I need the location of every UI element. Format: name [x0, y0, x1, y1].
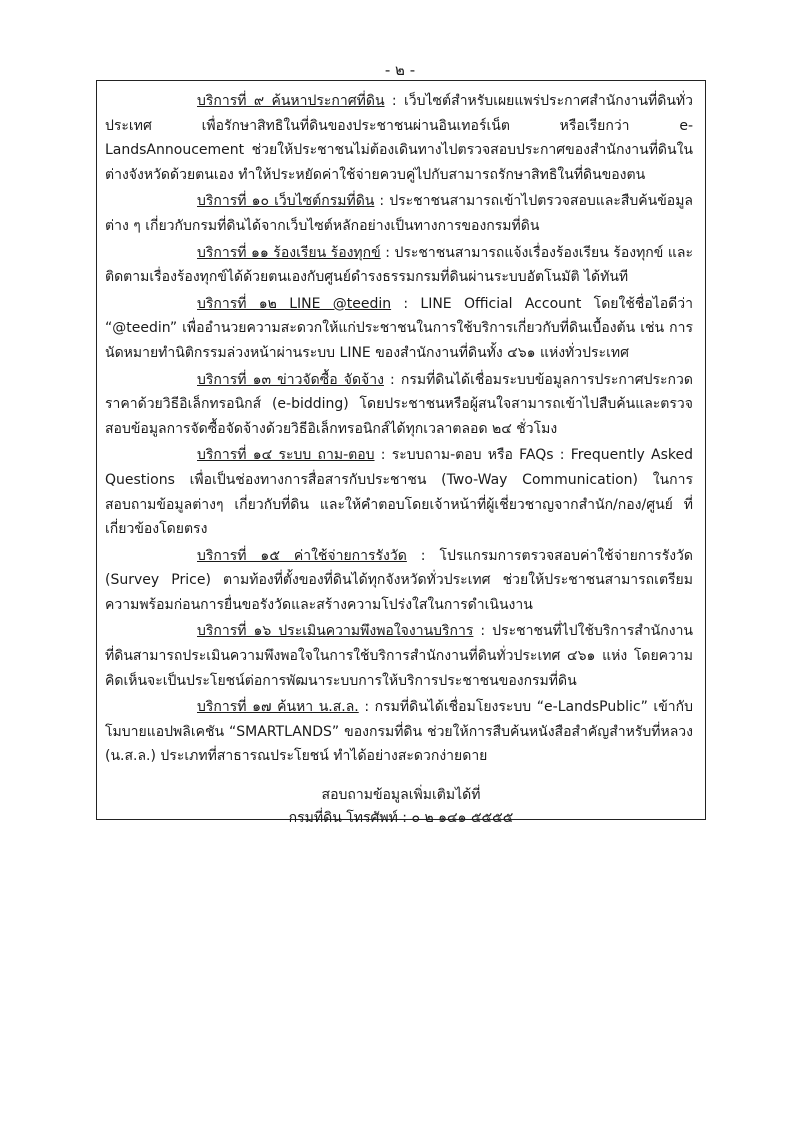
service-item-9 [105, 89, 693, 187]
service-item-13 [105, 368, 693, 442]
service-item-10 [105, 189, 693, 238]
contact-phone: กรมที่ดิน โทรศัพท์ : ๐ ๒ ๑๔๑ ๕๕๕๕ [288, 810, 514, 826]
contact-heading: สอบถามข้อมูลเพิ่มเติมได้ที่ [321, 787, 481, 803]
service-description: : โปรแกรมการตรวจสอบค่าใช้จ่ายการรังวัด (Survey Price) ตามท้องที่ตั้งของที่ดินได้ทุกจังหวัดทั่วประเทศ ช่วยให้ประชาชนสามารถเตรียมความพร้อมก่อนการยื่นขอรังวัดและสร้างความโปร่งใสในการดำเนินงาน [105, 547, 693, 613]
service-heading: บริการที่ ๑๓ ข่าวจัดซื้อ จัดจ้าง [197, 371, 384, 388]
service-item-17 [105, 695, 693, 769]
services-box [96, 80, 706, 820]
service-heading: บริการที่ ๑๒ LINE @teedin [197, 295, 392, 312]
service-item-12 [105, 292, 693, 366]
service-heading: บริการที่ ๑๕ ค่าใช้จ่ายการรังวัด [197, 547, 407, 564]
service-description: : ประชาชนสามารถเข้าไปตรวจสอบและสืบค้นข้อมูลต่าง ๆ เกี่ยวกับกรมที่ดินได้จากเว็บไซต์หลักอย่างเป็นทางการของกรมที่ดิน [105, 193, 694, 234]
page-number: - ๒ - [384, 61, 416, 79]
service-item-15 [105, 544, 693, 618]
service-description: : ประชาชนสามารถแจ้งเรื่องร้องเรียน ร้องทุกข์ และติดตามเรื่องร้องทุกข์ได้ด้วยตนเองกับศูนย์ดำรงธรรมกรมที่ดินผ่านระบบอัตโนมัติ ได้ทันที [105, 244, 693, 286]
service-heading: บริการที่ ๑๗ ค้นหา น.ส.ล. [197, 699, 359, 716]
service-heading: บริการที่ ๑๐ เว็บไซต์กรมที่ดิน [197, 193, 375, 210]
service-heading: บริการที่ ๑๔ ระบบ ถาม-ตอบ [197, 447, 375, 464]
service-description: : กรมที่ดินได้เชื่อมโยงระบบ “e-LandsPublic” เข้ากับโมบายแอปพลิเคชัน “SMARTLANDS” ของกรมที่ดิน ช่วยให้การสืบค้นหนังสือสำคัญสำหรับที่หลวง (น.ส.ล.) ประเภทที่สาธารณประโยชน์ ทำได้อย่างสะดวกง่ายดาย [105, 699, 693, 765]
service-description: : เว็บไซต์สำหรับเผยแพร่ประกาศสำนักงานที่ดินทั่วประเทศ เพื่อรักษาสิทธิในที่ดินของประชาชนผ่านอินเทอร์เน็ต หรือเรียกว่า e-LandsAnnoucement ช่วยให้ประชาชนไม่ต้องเดินทางไปตรวจสอบประกาศของสำนักงานที่ดินในต่างจังหวัดด้วยตนเอง ทำให้ประหยัดค่าใช้จ่ายควบคู่ไปกับสามารถรักษาสิทธิในที่ดินของตน [105, 93, 694, 183]
service-heading: บริการที่ ๑๖ ประเมินความพึงพอใจงานบริการ [197, 623, 474, 640]
service-item-16 [105, 619, 693, 693]
service-description: : ประชาชนที่ไปใช้บริการสำนักงานที่ดินสามารถประเมินความพึงพอใจในการใช้บริการสำนักงานที่ดินทั่วประเทศ ๔๖๑ แห่ง โดยความคิดเห็นจะเป็นประโยชน์ต่อการพัฒนาระบบการให้บริการประชาชนของกรมที่ดิน [105, 623, 693, 689]
service-description: : LINE Official Account โดยใช้ชื่อไอดีว่า “@teedin” เพื่ออำนวยความสะดวกให้แก่ประชาชนในการใช้บริการเกี่ยวกับที่ดินเบื้องต้น เช่น การนัดหมายทำนิติกรรมล่วงหน้าผ่านระบบ LINE ของสำนักงานที่ดินทั้ง ๔๖๑ แห่งทั่วประเทศ [105, 295, 693, 361]
service-description: : ระบบถาม-ตอบ หรือ FAQs : Frequently Asked Questions เพื่อเป็นช่องทางการสื่อสารกับประชาชน (Two-Way Communication) ในการสอบถามข้อมูลต่างๆ เกี่ยวกับที่ดิน และให้คำตอบโดยเจ้าหน้าที่ผู้เชี่ยวชาญจากสำนัก/กอง/ศูนย์ ที่เกี่ยวข้องโดยตรง [105, 447, 693, 538]
service-item-11 [105, 241, 693, 290]
service-heading: บริการที่ ๙ ค้นหาประกาศที่ดิน [197, 93, 385, 109]
service-description: : กรมที่ดินได้เชื่อมระบบข้อมูลการประกาศประกวดราคาด้วยวิธีอิเล็กทรอนิกส์ (e-bidding) โดยประชาชนหรือผู้สนใจสามารถเข้าไปสืบค้นและตรวจสอบข้อมูลการจัดซื้อจัดจ้างด้วยวิธีอิเล็กทรอนิกส์ได้ทุกเวลาตลอด ๒๔ ชั่วโมง [105, 371, 693, 437]
contact-footer [96, 784, 706, 830]
service-heading: บริการที่ ๑๑ ร้องเรียน ร้องทุกข์ [197, 244, 381, 261]
service-item-14 [105, 443, 693, 541]
